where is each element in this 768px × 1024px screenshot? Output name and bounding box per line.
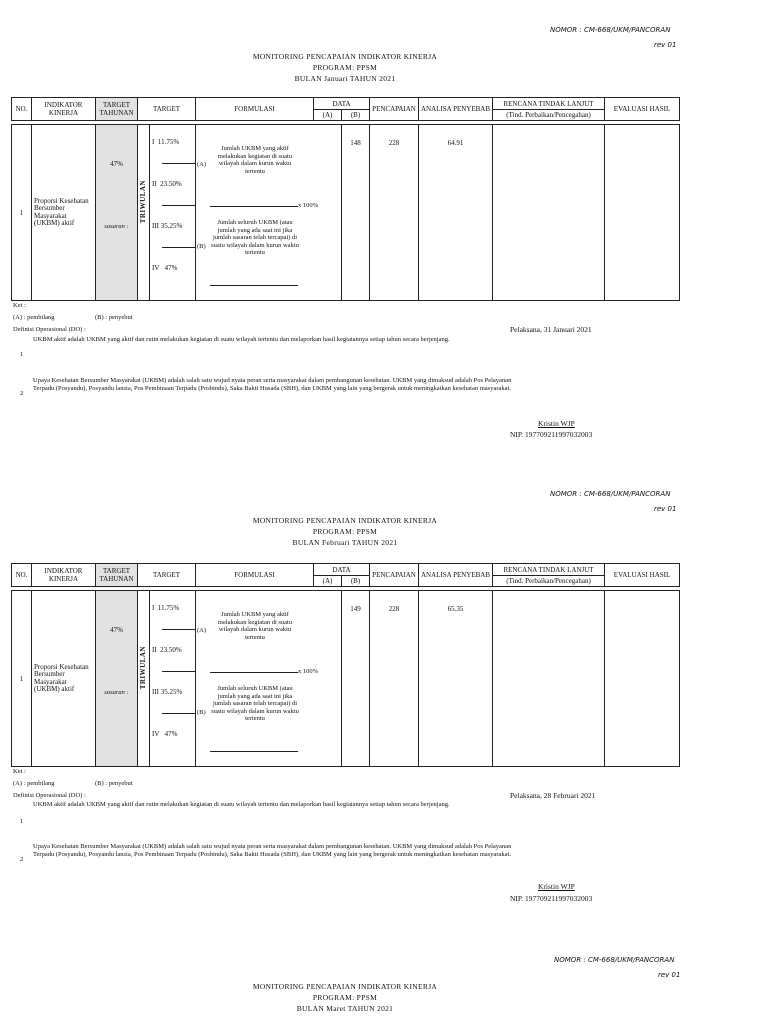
col-data: DATA [314, 564, 370, 576]
title-bulan: BULAN Januari TAHUN 2021 [294, 74, 396, 83]
title-bulan: BULAN Februari TAHUN 2021 [292, 538, 398, 547]
col-target-tahunan: TARGET TAHUNAN [96, 564, 138, 587]
col-formulasi: FORMULASI [196, 564, 314, 587]
def-2: Upaya Kesehatan Bersumber Masyarakat (UKBM) adalah salah satu wujud nyata peran serta masyarakat dalam pembangunan kesehatan. UKBM yang dimaksud adalah Pos Pelayanan Terpadu (Posyandu), Posyandu lansia, Pos Pembinaan Terpadu (Posbindu), Saka Bakti Husada (SBH), dan UKBM yang lain yang bergerak untuk meningkatkan kesehatan masyarakat. [33, 843, 512, 858]
formula-b-text: Jumlah seluruh UKBM (atau jumlah yang ada saat ini jika jumlah sasaran telah tercapai) di suatu wilayah dalam kurun waktu tertentu [211, 685, 299, 722]
pelaksana-date: Pelaksana, 28 Februari 2021 [510, 791, 596, 800]
col-target: TARGET [138, 98, 196, 121]
title-bulan: BULAN Maret TAHUN 2021 [296, 1004, 394, 1013]
triwulan-iv: IV 47% [152, 264, 178, 272]
col-formulasi: FORMULASI [196, 98, 314, 121]
signature-nip: NIP. 197709211997032003 [510, 430, 593, 439]
ket-label: Ket : [13, 302, 26, 309]
signature-name: Kristin WJP [538, 882, 575, 891]
col-evaluasi: EVALUASI HASIL [605, 564, 680, 587]
title-line-2: PROGRAM: PPSM [312, 63, 378, 72]
triwulan-iv: IV 47% [152, 730, 178, 738]
data-b-value: 228 [370, 125, 419, 301]
row-indikator: Proporsi Kesehatan Bersumber Masyarakat (UKBM) aktif [32, 125, 96, 301]
title-line-1: MONITORING PENCAPAIAN INDIKATOR KINERJA [252, 52, 438, 61]
col-rencana-sub: (Tind. Perbaikan/Pencegahan) [493, 576, 605, 587]
title-line-1: MONITORING PENCAPAIAN INDIKATOR KINERJA [252, 516, 438, 525]
report-title [0, 51, 690, 84]
col-rencana: RENCANA TINDAK LANJUT [493, 98, 605, 110]
nomor-label: NOMOR : CM-668/UKM/PANCORAN [554, 956, 675, 964]
col-data: DATA [314, 98, 370, 110]
nomor-label: NOMOR : CM-668/UKM/PANCORAN [550, 26, 671, 34]
report-title [0, 515, 690, 548]
target-tahunan-value: 47% [110, 626, 123, 634]
formula-mult: x 100% [298, 668, 319, 675]
col-data-a: (A) [314, 110, 342, 121]
title-line-2: PROGRAM: PPSM [312, 527, 378, 536]
rencana-cell [605, 125, 680, 301]
triwulan-iii: III 35.25% [152, 688, 183, 696]
rev-label: rev 01 [658, 971, 681, 979]
row-no: 1 [12, 125, 32, 301]
signature-nip: NIP. 197709211997032003 [510, 894, 593, 903]
data-a-value: 149 [342, 591, 370, 767]
do-label: Definisi Operasional (DO) : [13, 326, 86, 333]
def-1-no: 1 [20, 818, 24, 825]
sasaran-label: sasaran : [104, 223, 129, 230]
triwulan-ii: II 23.50% [152, 180, 182, 188]
formula-b-label: (B) [197, 243, 206, 250]
pelaksana-date: Pelaksana, 31 Januari 2021 [510, 325, 592, 334]
col-indikator: INDIKATOR KINERJA [32, 564, 96, 587]
col-evaluasi: EVALUASI HASIL [605, 98, 680, 121]
do-label: Definisi Operasional (DO) : [13, 792, 86, 799]
col-rencana-sub: (Tind. Perbaikan/Pencegahan) [493, 110, 605, 121]
analisa-cell [493, 125, 605, 301]
formula-b-text: Jumlah seluruh UKBM (atau jumlah yang ada saat ini jika jumlah sasaran telah tercapai) di suatu wilayah dalam kurun waktu tertentu [211, 219, 299, 256]
pencapaian-value: 65.35 [419, 591, 493, 767]
rev-label: rev 01 [654, 505, 677, 513]
report-march [0, 950, 768, 1024]
title-line-1: MONITORING PENCAPAIAN INDIKATOR KINERJA [252, 982, 438, 991]
col-target: TARGET [138, 564, 196, 587]
formula-a-label: (A) [197, 161, 207, 168]
target-tahunan-value: 47% [110, 160, 123, 168]
def-2-no: 2 [20, 856, 24, 863]
col-rencana: RENCANA TINDAK LANJUT [493, 564, 605, 576]
ket-a: (A) : pembilang [13, 780, 55, 787]
triwulan-label: TRIWULAN [139, 646, 147, 690]
ket-b: (B) : penyebut [95, 314, 133, 321]
def-1: UKBM aktif adalah UKBM yang aktif dan rutin melakukan kegiatan di suatu wilayah tertentu dan melaporkan hasil kegiatannya setiap tahun secara berjenjang. [33, 336, 450, 343]
triwulan-i: I 11.75% [152, 604, 180, 612]
col-data-a: (A) [314, 576, 342, 587]
col-pencapaian: PENCAPAIAN [370, 564, 419, 587]
row-indikator: Proporsi Kesehatan Bersumber Masyarakat (UKBM) aktif [32, 591, 96, 767]
title-line-2: PROGRAM: PPSM [312, 993, 378, 1002]
formula-mult: x 100% [298, 202, 319, 209]
triwulan-iii: III 35.25% [152, 222, 183, 230]
ket-b: (B) : penyebut [95, 780, 133, 787]
nomor-label: NOMOR : CM-668/UKM/PANCORAN [550, 490, 671, 498]
formula-a-label: (A) [197, 627, 207, 634]
col-no: NO. [12, 564, 32, 587]
ket-label: Ket : [13, 768, 26, 775]
col-target-tahunan: TARGET TAHUNAN [96, 98, 138, 121]
triwulan-i: I 11.75% [152, 138, 180, 146]
col-analisa: ANALISA PENYEBAB [419, 98, 493, 121]
rencana-cell [605, 591, 680, 767]
report-january [0, 0, 768, 460]
col-no: NO. [12, 98, 32, 121]
triwulan-ii: II 23.50% [152, 646, 182, 654]
rev-label: rev 01 [654, 41, 677, 49]
col-data-b: (B) [342, 576, 370, 587]
pencapaian-value: 64.91 [419, 125, 493, 301]
analisa-cell [493, 591, 605, 767]
def-1-no: 1 [20, 351, 24, 358]
def-1: UKBM aktif adalah UKBM yang aktif dan rutin melakukan kegiatan di suatu wilayah tertentu dan melaporkan hasil kegiatannya setiap tahun secara berjenjang. [33, 801, 450, 808]
sasaran-label: sasaran : [104, 689, 129, 696]
col-analisa: ANALISA PENYEBAB [419, 564, 493, 587]
row-no: 1 [12, 591, 32, 767]
def-2: Upaya Kesehatan Bersumber Masyarakat (UKBM) adalah salah satu wujud nyata peran serta masyarakat dalam pembangunan kesehatan. UKBM yang dimaksud adalah Pos Pelayanan Terpadu (Posyandu), Posyandu lansia, Pos Pembinaan Terpadu (Posbindu), Saka Bakti Husada (SBH), dan UKBM yang lain yang bergerak untuk meningkatkan kesehatan masyarakat. [33, 377, 512, 392]
def-2-no: 2 [20, 390, 24, 397]
formula-a-text: Jumlah UKBM yang aktif melakukan kegiatan di suatu wilayah dalam kurun waktu tertentu [217, 145, 293, 175]
kpi-table [11, 563, 680, 767]
kpi-table [11, 97, 680, 301]
ket-a: (A) : pembilang [13, 314, 55, 321]
col-pencapaian: PENCAPAIAN [370, 98, 419, 121]
triwulan-label: TRIWULAN [139, 180, 147, 224]
data-a-value: 148 [342, 125, 370, 301]
report-february [0, 466, 768, 936]
col-data-b: (B) [342, 110, 370, 121]
formula-a-text: Jumlah UKBM yang aktif melakukan kegiatan di suatu wilayah dalam kurun waktu tertentu [217, 611, 293, 641]
data-b-value: 228 [370, 591, 419, 767]
signature-name: Kristin WJP [538, 419, 575, 428]
col-indikator: INDIKATOR KINERJA [32, 98, 96, 121]
formula-b-label: (B) [197, 709, 206, 716]
report-title [0, 981, 690, 1014]
